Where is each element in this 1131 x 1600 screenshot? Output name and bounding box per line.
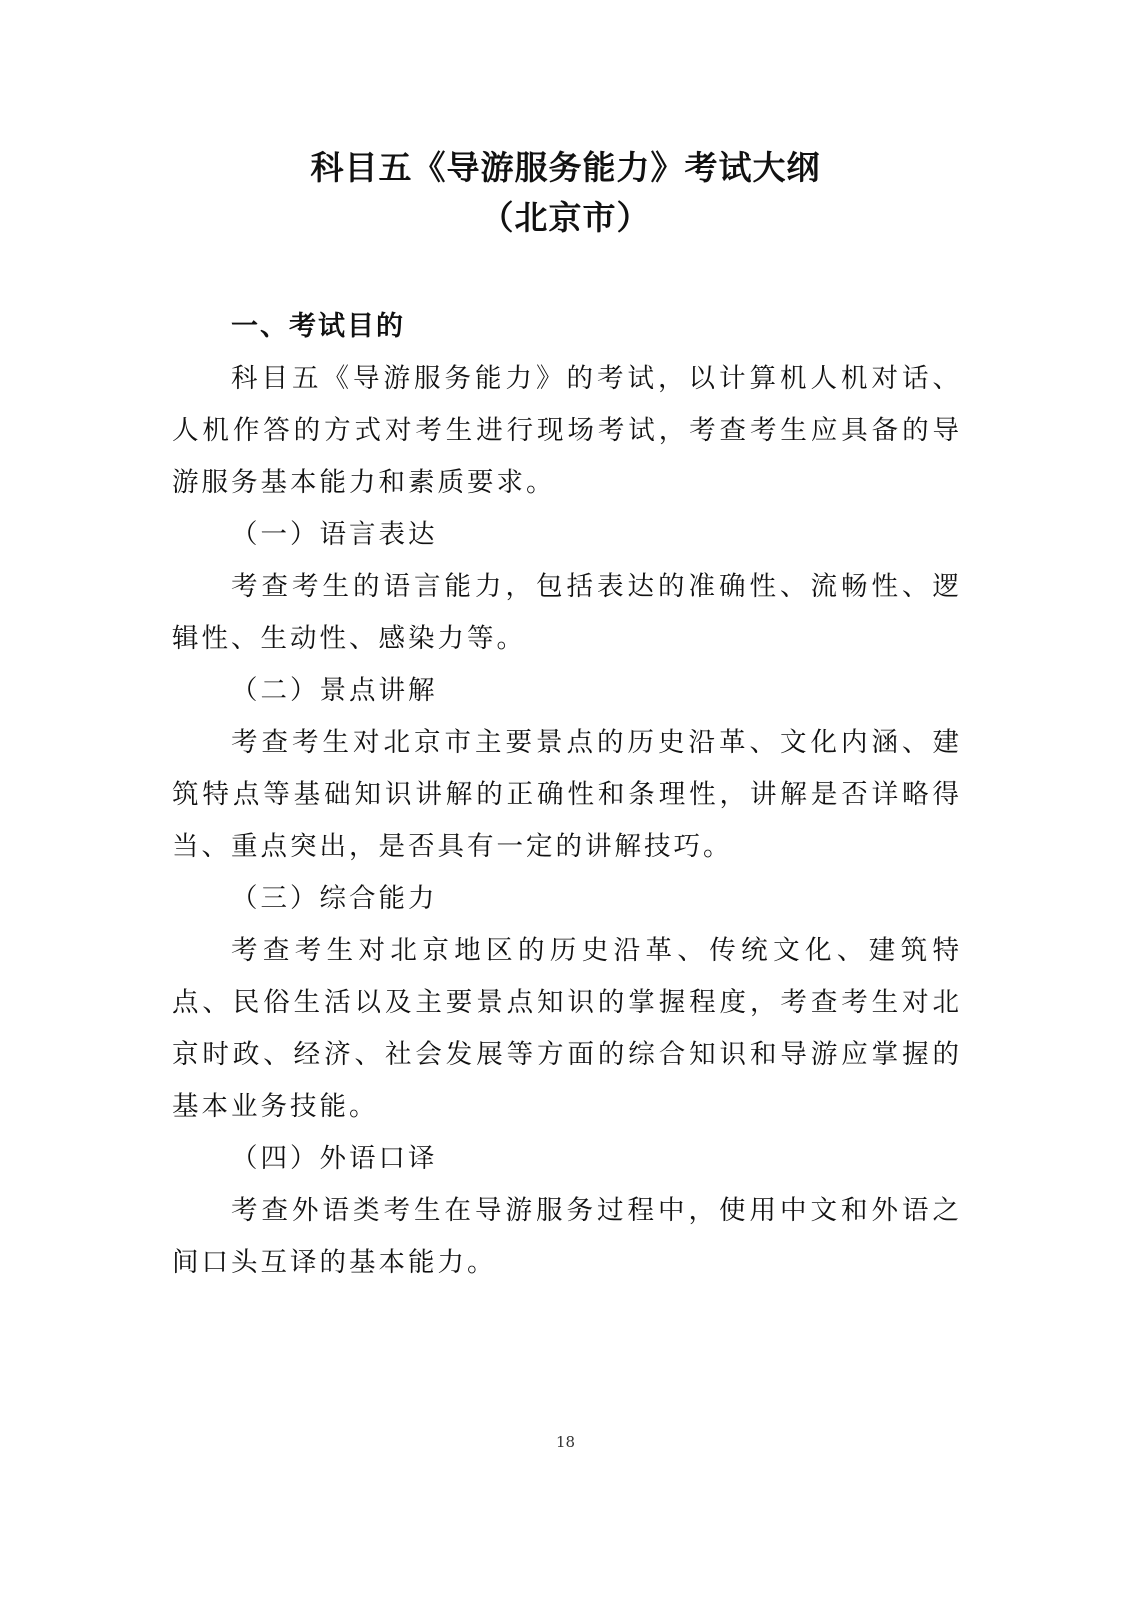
section-heading: 一、考试目的: [231, 311, 405, 342]
document-subtitle: （北京市）: [480, 198, 651, 237]
item-heading-comprehensive: （三）综合能力: [231, 883, 438, 914]
document-body: [172, 301, 962, 1289]
item-heading-interpretation: （四）外语口译: [231, 1143, 438, 1174]
item-text-comprehensive: 考查考生对北京地区的历史沿革、传统文化、建筑特点、民俗生活以及主要景点知识的掌握程度，考查考生对北京时政、经济、社会发展等方面的综合知识和导游应掌握的基本业务技能。: [172, 935, 962, 1122]
document-title: 科目五《导游服务能力》考试大纲: [310, 148, 821, 187]
item-text-language: 考查考生的语言能力，包括表达的准确性、流畅性、逻辑性、生动性、感染力等。: [172, 571, 962, 654]
item-heading-scenic: （二）景点讲解: [231, 675, 438, 706]
item-heading-language: （一）语言表达: [231, 519, 438, 550]
intro-paragraph: 科目五《导游服务能力》的考试，以计算机人机对话、人机作答的方式对考生进行现场考试，考查考生应具备的导游服务基本能力和素质要求。: [172, 363, 962, 498]
item-text-interpretation: 考查外语类考生在导游服务过程中，使用中文和外语之间口头互译的基本能力。: [172, 1195, 962, 1278]
item-text-scenic: 考查考生对北京市主要景点的历史沿革、文化内涵、建筑特点等基础知识讲解的正确性和条理性，讲解是否详略得当、重点突出，是否具有一定的讲解技巧。: [172, 727, 962, 862]
page-number: 18: [555, 1433, 576, 1451]
